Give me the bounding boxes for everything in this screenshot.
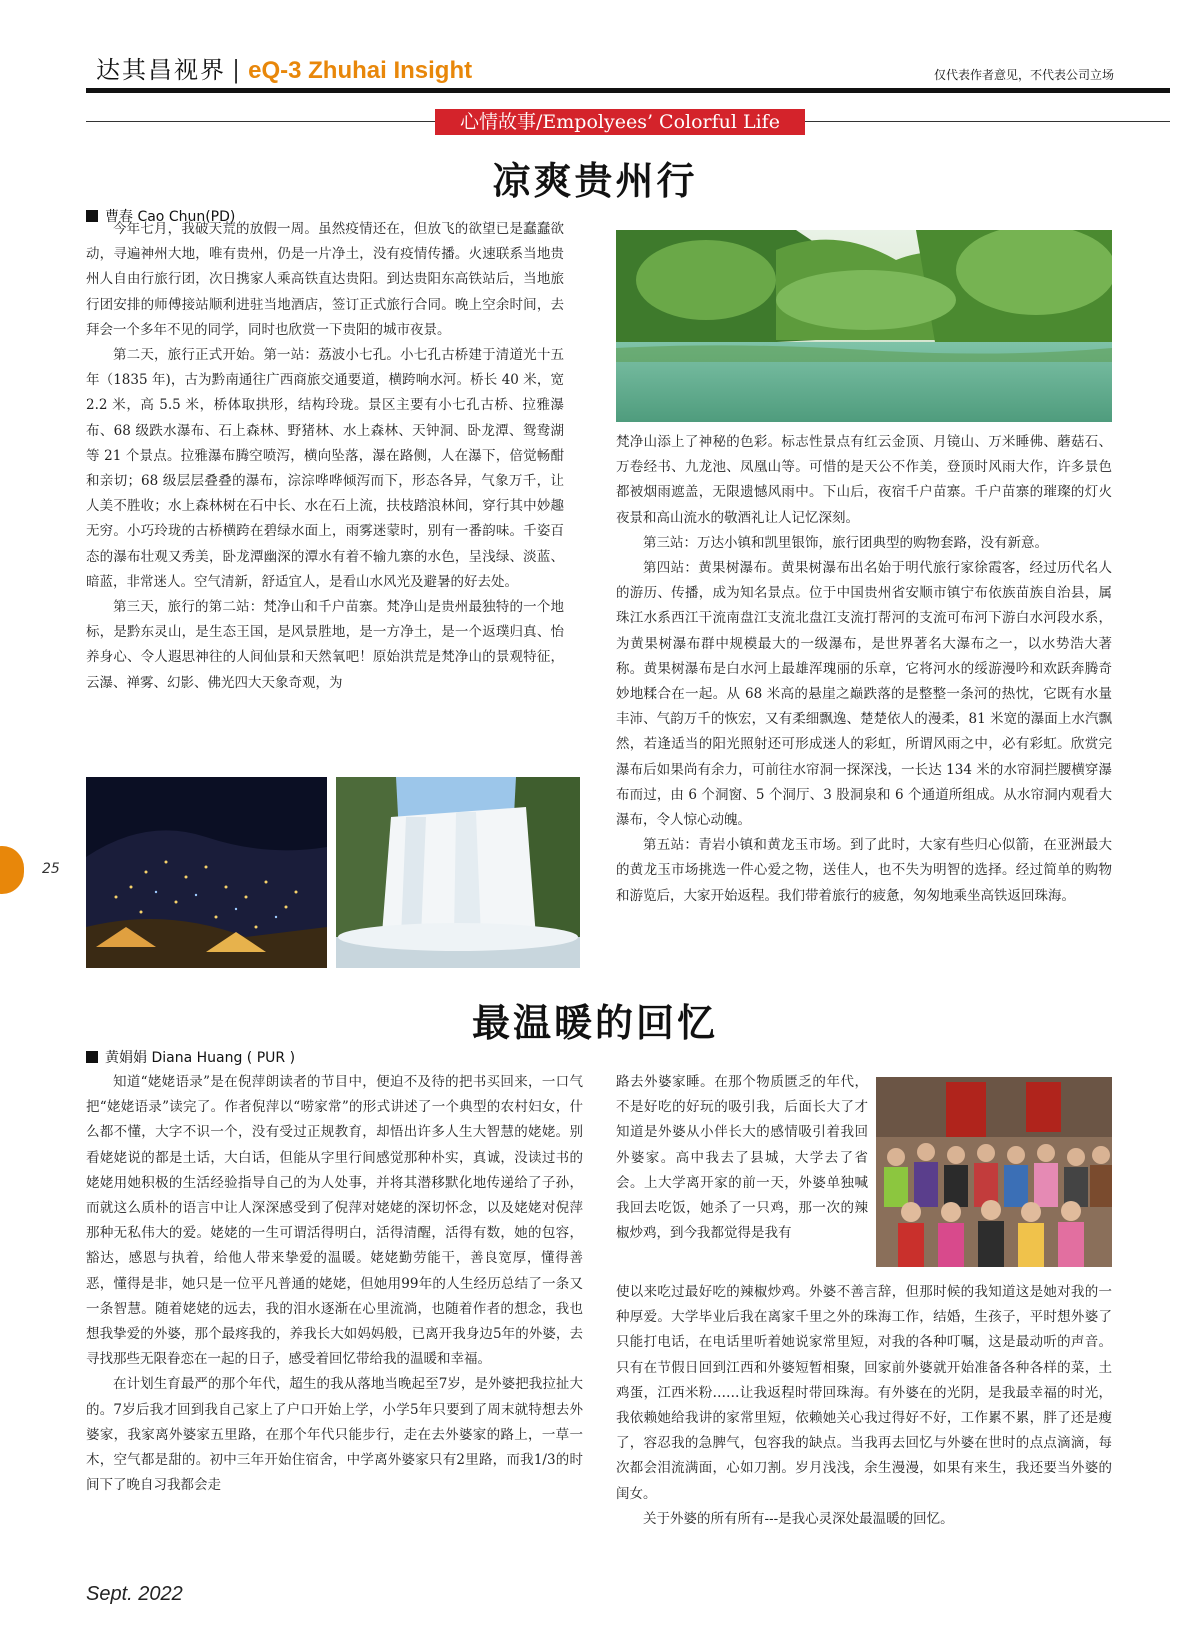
family-group-image <box>876 1077 1112 1267</box>
article2-paragraph: 关于外婆的所有所有---是我心灵深处最温暖的回忆。 <box>643 1510 954 1527</box>
issue-date: Sept. 2022 <box>86 1583 183 1605</box>
article1-paragraph: 今年七月，我破天荒的放假一周。虽然疫情还在，但放飞的欲望已是蠢蠢欲动，寻遍神州大地，唯有贵州，仍是一片净土，没有疫情传播。火速联系当地贵州人自由行旅行团，次日携家人乘高铁直达贵阳。到达贵阳东高铁站后，当地旅行团安排的师傅接站顺利进驻当地酒店，签订正式旅行合同。晚上空余时间，去拜会一个多年不见的同学，同时也欣赏一下贵阳的城市夜景。 <box>86 221 564 338</box>
article1-paragraph: 第四站：黄果树瀑布。黄果树瀑布出名始于明代旅行家徐霞客，经过历代名人的游历、传播，成为知名景点。位于中国贵州省安顺市镇宁布依族苗族自治县，属珠江水系西江干流南盘江支流北盘江支流打帮河的支流可布河下游白水河段水系，为黄果树瀑布群中规模最大的一级瀑布，是世界著名大瀑布之一，以水势浩大著称。黄果树瀑布是白水河上最雄浑瑰丽的乐章，它将河水的绥游漫吟和欢跃奔腾奇妙地糅合在一起。从 68 米高的悬崖之巅跌落的是整整一条河的热忱，它既有水量丰沛、气韵万千的恢宏，又有柔细飘逸、楚楚依人的漫柔，81 米宽的瀑面上水汽飘然，若逢适当的阳光照射还可形成迷人的彩虹，所谓风雨之中，必有彩虹。欣赏完瀑布后如果尚有余力，可前往水帘洞一探深浅，一长达 134 米的水帘洞拦腰横穿瀑布而过，由 6 个洞窗、5 个洞厅、3 股洞泉和 6 个通道所组成。从水帘洞内观看大瀑布，令人惊心动魄。 <box>616 560 1112 829</box>
disclaimer: 仅代表作者意见，不代表公司立场 <box>933 68 1114 82</box>
article2-right-top <box>616 1070 868 1246</box>
article2-paragraph: 在计划生育最严的那个年代，超生的我从落地当晚起至7岁，是外婆把我拉扯大的。7岁后我才回到我自己家上了户口开始上学，小学5年只要到了周末就特想去外婆家，我家离外婆家五里路，在那个年代只能步行，走在去外婆家的路上，一草一木，空气都是甜的。初中三年开始住宿舍，中学离外婆家只有2里路，而我1/3的时间下了晚自习我都会走 <box>86 1376 583 1494</box>
article2-paragraph: 知道“姥姥语录”是在倪萍朗读者的节目中，便迫不及待的把书买回来，一口气把“姥姥语录”读完了。作者倪萍以“唠家常”的形式讲述了一个典型的农村妇女，什么都不懂，大字不识一个，没有受过正规教育，却悟出许多人生大智慧的姥姥。别看姥姥说的都是土话，大白话，但能从字里行间感觉那种朴实，真诚，没读过书的姥姥用她积极的生活经验指导自己的为人处事，并将其潜移默化地传递给了子孙，而就这么质朴的语言中让人深深感受到了倪萍对姥姥的深切怀念，以及姥姥对倪萍那种无私伟大的爱。姥姥的一生可谓活得明白，活得清醒，活得有数，她的包容，豁达，感恩与执着，给他人带来挚爱的温暖。姥姥勤劳能干，善良宽厚，懂得善恶，懂得是非，她只是一位平凡普通的姥姥，但她用99年的人生经历总结了一条又一条智慧。随着姥姥的远去，我的泪水逐渐在心里流淌，也随着作者的想念，我也想我挚爱的外婆，那个最疼我的，养我长大如妈妈般，已离开我身边5年的外婆，去寻找那些无限眷恋在一起的日子，感受着回忆带给我的温暖和幸福。 <box>86 1074 583 1368</box>
masthead-zh: 达其昌视界 <box>96 56 226 84</box>
article1-title: 凉爽贵州行 <box>492 158 698 203</box>
masthead-separator: | <box>232 56 243 84</box>
night-village-photo <box>86 777 327 968</box>
night-village-image <box>86 777 327 968</box>
page-tab <box>0 846 24 894</box>
article1-paragraph: 梵净山添上了神秘的色彩。标志性景点有红云金顶、月镜山、万米睡佛、蘑菇石、万卷经书、九龙池、凤凰山等。可惜的是天公不作美，登顶时风雨大作，许多景色都被烟雨遮盖，无限遗憾风雨中。下山后，夜宿千户苗寨。千户苗寨的璀璨的灯火夜景和高山流水的敬酒礼让人记忆深刻。 <box>616 434 1112 526</box>
article2-author-line <box>86 1047 295 1067</box>
article1-paragraph: 第五站：青岩小镇和黄龙玉市场。到了此时，大家有些归心似箭，在亚洲最大的黄龙玉市场挑选一件心爱之物，送佳人，也不失为明智的选择。经过简单的购物和游览后，大家开始返程。我们带着旅行的疲惫，匆匆地乘坐高铁返回珠海。 <box>616 837 1112 904</box>
article2-paragraph: 路去外婆家睡。在那个物质匮乏的年代，不是好吃的好玩的吸引我，后面长大了才知道是外婆从小伴长大的感情吸引着我回外婆家。高中我去了县城，大学去了省会。上大学离开家的前一天，外婆单独喊我回去吃饭，她杀了一只鸡，那一次的辣椒炒鸡，到今我都觉得是我有 <box>616 1074 868 1242</box>
masthead <box>96 50 472 85</box>
article1-right-column <box>616 430 1112 909</box>
waterfall-photo <box>336 777 580 968</box>
article2-paragraph: 使以来吃过最好吃的辣椒炒鸡。外婆不善言辞，但那时候的我知道这是她对我的一种厚爱。大学毕业后我在离家千里之外的珠海工作，结婚，生孩子，平时想外婆了只能打电话，在电话里听着她说家常里短，对我的各种叮嘱，这是最动听的声音。只有在节假日回到江西和外婆短暂相聚，回家前外婆就开始准备各种各样的菜，土鸡蛋，江西米粉……让我返程时带回珠海。有外婆在的光阴，是我最幸福的时光，我依赖她给我讲的家常里短，依赖她关心我过得好不好，工作累不累，胖了还是瘦了，容忍我的急脾气，包容我的缺点。当我再去回忆与外婆在世时的点点滴滴，每次都会泪流满面，心如刀割。岁月浅浅，余生漫漫，如果有来生，我还要当外婆的闺女。 <box>616 1284 1112 1502</box>
lake-forest-image <box>616 230 1112 422</box>
article1-paragraph: 第三天，旅行的第二站：梵净山和千户苗寨。梵净山是贵州最独特的一个地标，是黔东灵山，是生态王国，是风景胜地，是一方净土，是一个返璞归真、怡养身心、令人遐思神往的人间仙景和天然氧吧！原始洪荒是梵净山的景观特征，云瀑、禅雾、幻影、佛光四大天象奇观，为 <box>86 599 564 691</box>
masthead-en: eQ-3 Zhuhai Insight <box>248 57 473 84</box>
article1-left-column <box>86 217 564 696</box>
article2-author: 黄娟娟 Diana Huang ( PUR ) <box>105 1050 296 1066</box>
article2-title: 最温暖的回忆 <box>471 1000 718 1045</box>
lake-forest-photo <box>616 230 1112 422</box>
header-rule <box>86 88 1170 93</box>
article1-paragraph: 第三站：万达小镇和凯里银饰，旅行团典型的购物套路，没有新意。 <box>643 534 1048 551</box>
page-number: 25 <box>42 861 60 877</box>
article1-paragraph: 第二天，旅行正式开始。第一站：荔波小七孔。小七孔古桥建于清道光十五年（1835 年)，古为黔南通往广西商旅交通要道，横跨响水河。桥长 40 米，宽 2.2 米，高 5.5 米，桥体取拱形，结构玲珑。景区主要有小七孔古桥、拉雅瀑布、68 级跌水瀑布、石上森林、野猪林、水上森林、天钟洞、卧龙潭、鸳鸯湖等 21 个景点。拉雅瀑布腾空喷泻，横向坠落，瀑在路侧，人在瀑下，倍觉畅酣和亲切；68 级层层叠叠的瀑布，淙淙哗哗倾泻而下，形态各异，气象万千，让人美不胜收；水上森林树在石中长、水在石上流，扶枝踏浪林间，穿行其中妙趣无穷。小巧玲珑的古桥横跨在碧绿水面上，雨雾迷蒙时，别有一番韵味。千姿百态的瀑布壮观又秀美，卧龙潭幽深的潭水有着不输九寨的水色，呈浅绿、淡蓝、暗蓝，非常迷人。空气清新，舒适宜人，是看山水风光及避暑的好去处。 <box>86 347 564 590</box>
article2-left-column <box>86 1070 583 1498</box>
article2-right-column <box>616 1280 1112 1532</box>
article1-author: 曹春 Cao Chun(PD) <box>105 209 236 225</box>
bullet-square-icon <box>86 1051 98 1063</box>
waterfall-image <box>336 777 580 968</box>
family-photo <box>876 1077 1112 1267</box>
section-label: 心情故事/Empolyees’ Colorful Life <box>435 109 805 135</box>
